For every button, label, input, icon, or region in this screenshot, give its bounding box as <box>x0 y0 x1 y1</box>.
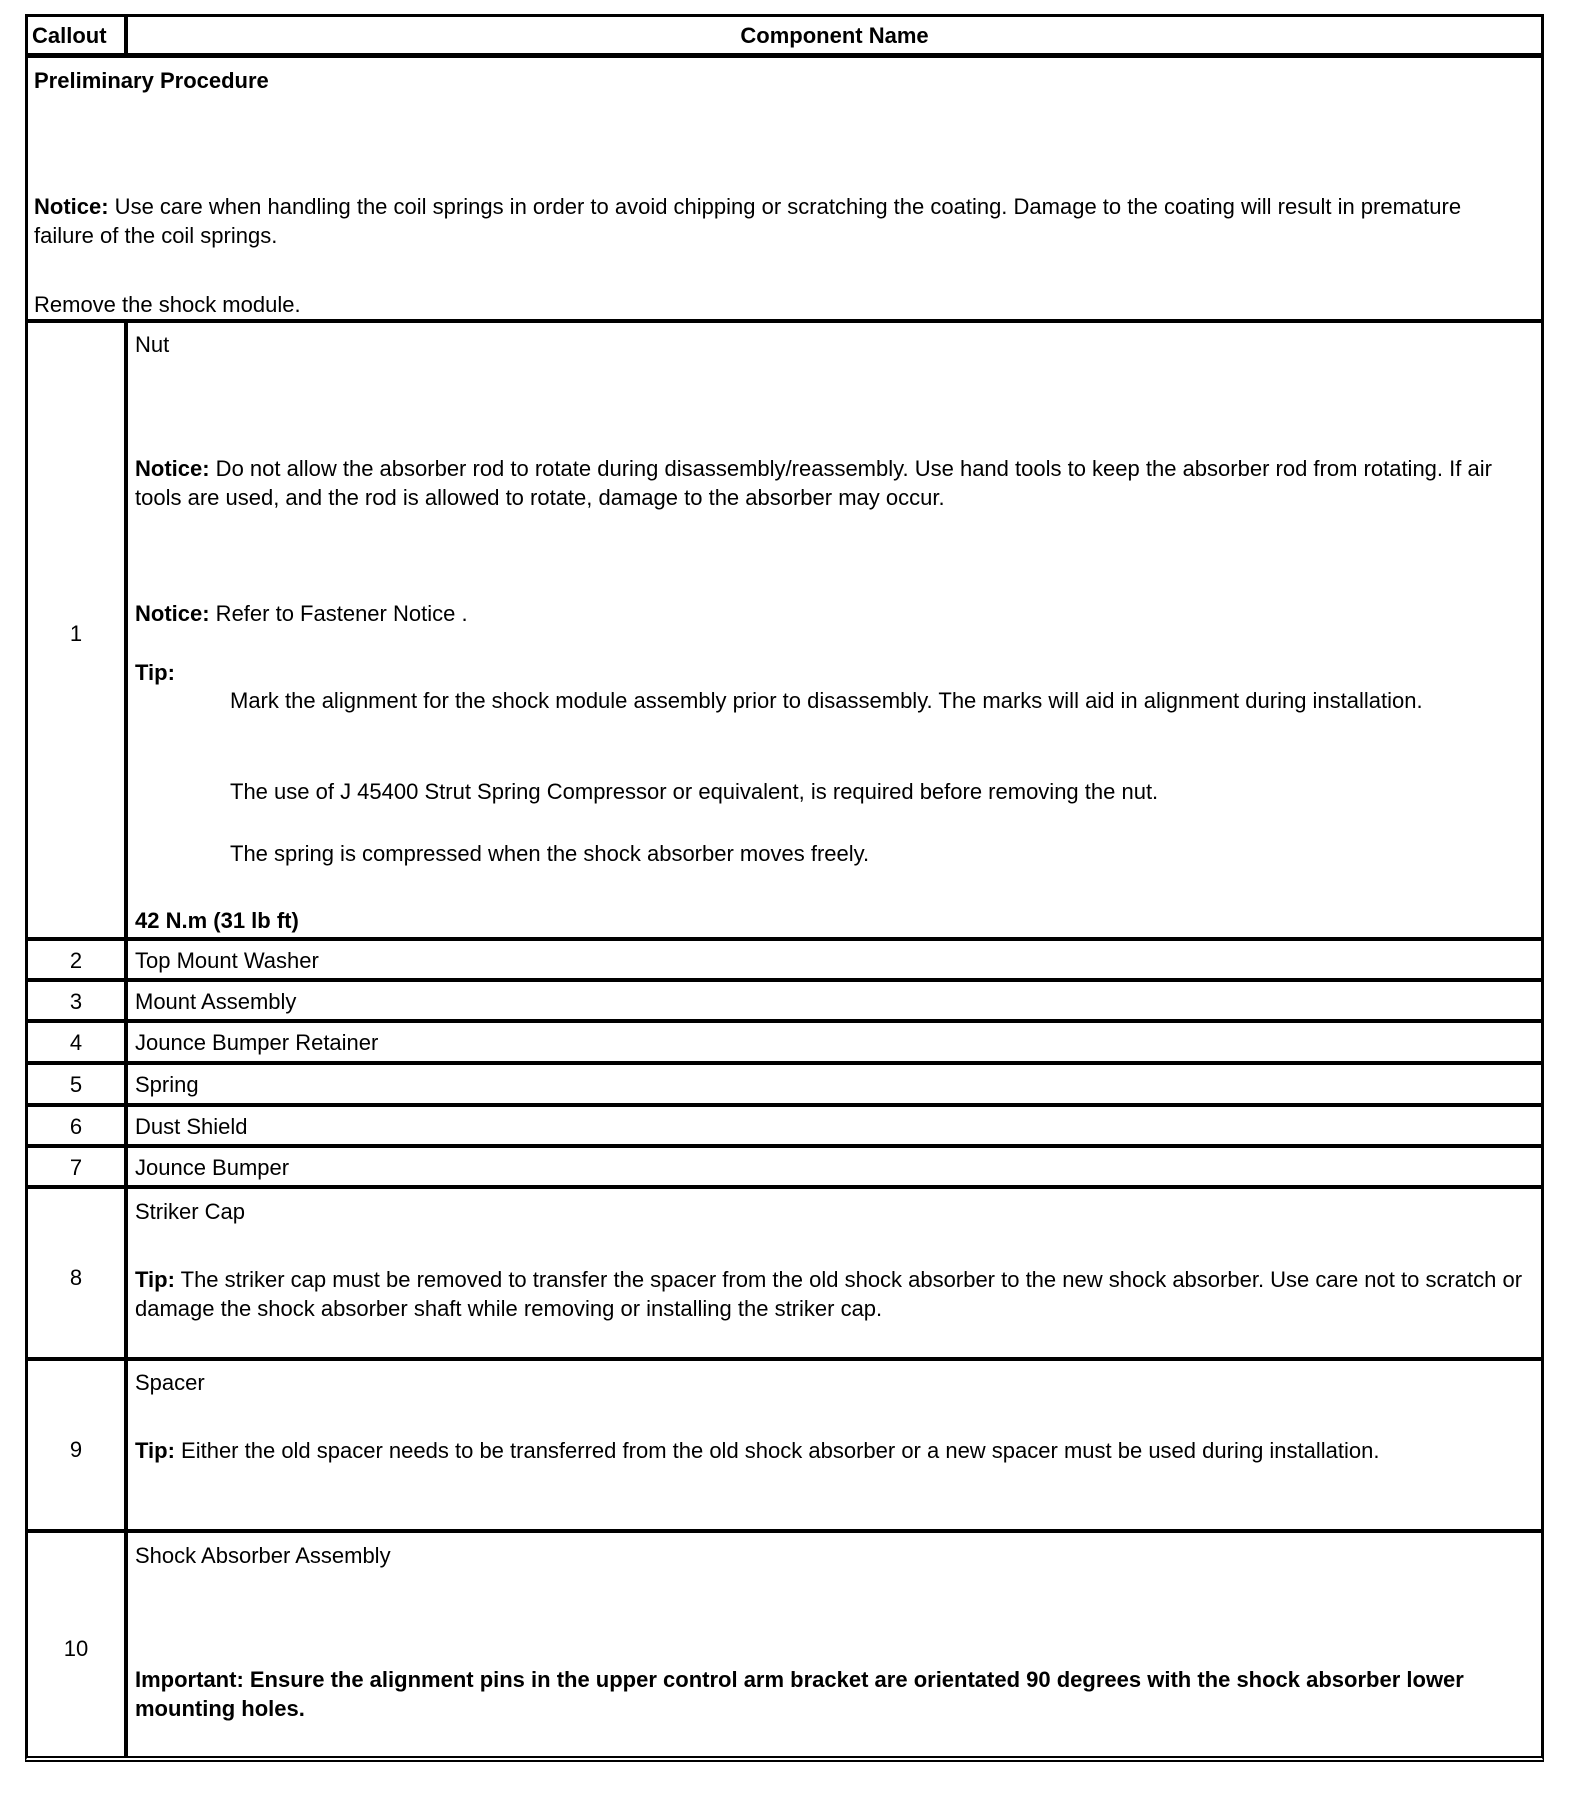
column-divider <box>124 982 128 1019</box>
column-divider <box>124 323 128 937</box>
important-note: Important: Ensure the alignment pins in the upper control arm bracket are orientated 90 degrees with the shock absorber lower mounting holes. <box>135 1667 1464 1721</box>
column-divider <box>124 1148 128 1185</box>
preliminary-title: Preliminary Procedure <box>34 68 269 93</box>
table-row <box>25 938 1544 981</box>
component-name: Jounce Bumper <box>135 1155 290 1180</box>
tip-text: The use of J 45400 Strut Spring Compressor or equivalent, is required before removing the nut. <box>230 779 1159 804</box>
component-name: Mount Assembly <box>135 989 297 1014</box>
notice: Notice: Refer to Fastener Notice . <box>135 601 468 626</box>
component-name: Spring <box>135 1072 199 1097</box>
column-divider <box>124 1023 128 1061</box>
callout-number: 3 <box>69 989 83 1014</box>
callout-number: 1 <box>69 621 83 646</box>
callout-number: 7 <box>69 1155 83 1180</box>
component-name: Shock Absorber Assembly <box>135 1543 391 1568</box>
torque-spec: 42 N.m (31 lb ft) <box>135 908 299 933</box>
table-row <box>25 1062 1544 1106</box>
tip: Tip: Either the old spacer needs to be transferred from the old shock absorber or a new spacer must be used during installation. <box>135 1438 1380 1463</box>
column-divider <box>124 1189 128 1357</box>
component-name: Spacer <box>135 1370 205 1395</box>
table-row <box>25 1020 1544 1064</box>
callout-number: 5 <box>69 1072 83 1097</box>
callout-number: 4 <box>69 1030 83 1055</box>
callout-number: 10 <box>63 1636 89 1661</box>
table-row <box>25 320 1544 940</box>
table-row <box>25 1145 1544 1188</box>
column-divider <box>124 1065 128 1103</box>
notice: Notice: Do not allow the absorber rod to rotate during disassembly/reassembly. Use hand tools to keep the absorber rod from rotating. If air tools are used, and the rod is allowed to rotate, damage to the absorber may occur. <box>135 456 1492 510</box>
component-name: Dust Shield <box>135 1114 248 1139</box>
table-header <box>25 14 1544 56</box>
callout-number: 9 <box>69 1437 83 1462</box>
component-name: Nut <box>135 332 170 357</box>
column-divider <box>124 941 128 978</box>
preliminary-notice: Notice: Use care when handling the coil springs in order to avoid chipping or scratching the coating. Damage to the coating will result in premature failure of the coil springs. <box>34 194 1462 248</box>
tip: Tip: The striker cap must be removed to transfer the spacer from the old shock absorber to the new shock absorber. Use care not to scratch or damage the shock absorber shaft while removing or installing the striker cap. <box>135 1267 1523 1321</box>
column-divider <box>124 1533 128 1756</box>
component-name: Striker Cap <box>135 1199 246 1224</box>
column-divider <box>124 1107 128 1144</box>
component-name-header: Component Name <box>740 23 929 48</box>
preliminary-step: Remove the shock module. <box>34 292 301 317</box>
table-row <box>25 1186 1544 1360</box>
table-row <box>25 979 1544 1022</box>
table-row <box>25 1530 1544 1762</box>
callout-number: 6 <box>69 1114 83 1139</box>
column-divider <box>124 1361 128 1529</box>
preliminary-procedure <box>25 55 1544 322</box>
callout-number: 2 <box>69 948 83 973</box>
table-row <box>25 1358 1544 1532</box>
callout-number: 8 <box>69 1265 83 1290</box>
tip-text: The spring is compressed when the shock absorber moves freely. <box>230 841 870 866</box>
component-name: Top Mount Washer <box>135 948 319 973</box>
callout-header: Callout <box>32 23 107 48</box>
table-row <box>25 1104 1544 1147</box>
tip-label: Tip: <box>135 660 175 685</box>
tip-text: Mark the alignment for the shock module assembly prior to disassembly. The marks will aid in alignment during installation. <box>230 688 1423 713</box>
component-name: Jounce Bumper Retainer <box>135 1030 379 1055</box>
